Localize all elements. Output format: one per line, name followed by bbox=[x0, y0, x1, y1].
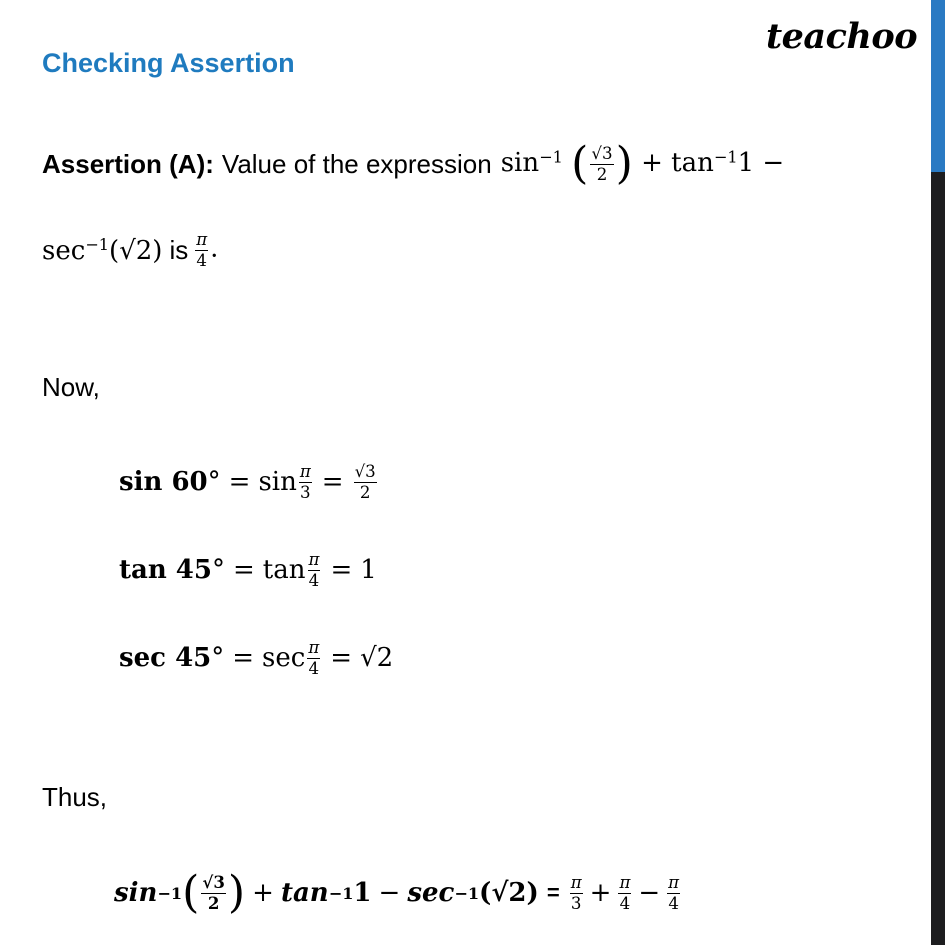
assertion-is: is bbox=[169, 234, 189, 265]
identity-sec-45: sec 45 ° = sec $\frac{\pi}{4}$ = √2 bbox=[119, 638, 394, 678]
thus-label: Thus, bbox=[42, 782, 108, 812]
identity-sin-60: sin 60 ° = sin $\frac{\pi}{3}$ = $\frac{√3}{2}$ bbox=[119, 462, 376, 502]
assertion-expr-part1: $\sin^{-1}$ ( $\frac{√3}{2}$ ) + $\tan^{-1}1$ − bbox=[500, 137, 785, 189]
sidebar-accent bbox=[931, 0, 945, 172]
assertion-expr-part2: $\sec^{-1}(√2)$ bbox=[42, 234, 163, 266]
assertion-line-2 bbox=[42, 222, 218, 278]
assertion-line-1 bbox=[42, 132, 784, 196]
final-expression: sin −1 ( $\frac{√3}{2}$ ) + tan −1 1 − sec −1 (√2) = $\frac{\pi}{3}$ + $\frac{\pi}{4}$ − $\frac{\pi}{4}$ bbox=[114, 866, 680, 918]
identity-tan-45: tan 45 ° = tan $\frac{\pi}{4}$ = 1 bbox=[119, 550, 377, 590]
now-label: Now, bbox=[42, 372, 100, 402]
assertion-text: Value of the expression bbox=[221, 148, 492, 179]
page-title: Checking Assertion bbox=[42, 48, 295, 78]
assertion-label: Assertion (A): bbox=[42, 148, 214, 179]
teachoo-logo: teachoo bbox=[766, 16, 918, 57]
assertion-pi-over-4: $\frac{\pi}{4}$ . bbox=[196, 230, 219, 270]
